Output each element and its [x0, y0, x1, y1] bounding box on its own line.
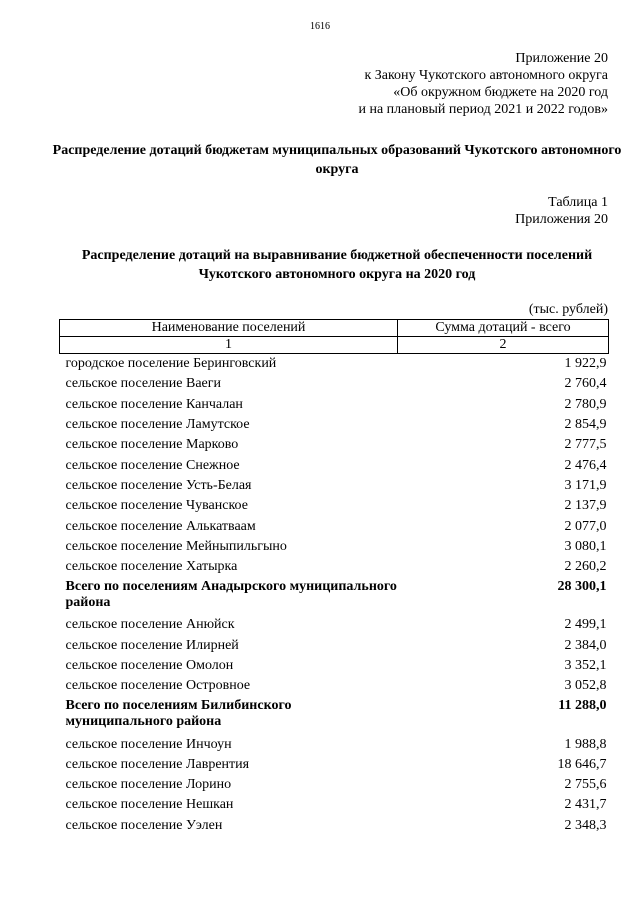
column-number-2: 2: [398, 337, 609, 354]
appendix-line: и на плановый период 2021 и 2022 годов»: [358, 102, 608, 117]
table-header-row: [60, 320, 609, 337]
settlement-name: сельское поселение Ламутское: [65, 417, 250, 433]
subsidy-amount: 2 780,9: [564, 396, 607, 412]
settlement-name: сельское поселение Лаврентия: [65, 756, 250, 772]
subsidy-amount: 3 080,1: [564, 538, 607, 554]
settlement-name: сельское поселение Нешкан: [65, 797, 234, 813]
settlement-name: сельское поселение Ваеги: [65, 376, 221, 392]
table-row: [60, 816, 609, 836]
settlement-name: сельское поселение Мейныпильгыно: [65, 538, 287, 554]
subsidy-table: [59, 319, 609, 836]
settlement-name: сельское поселение Канчалан: [65, 396, 243, 412]
column-header-sum: Сумма дотаций - всего: [398, 320, 609, 337]
settlement-name: сельское поселение Лорино: [65, 777, 232, 793]
settlement-name: сельское поселение Островное: [65, 678, 251, 694]
settlement-name: Всего по поселениям Билибинского муниципального района: [65, 698, 292, 730]
table-caption-line: Приложения 20: [515, 212, 608, 227]
page-number: 1616: [310, 21, 330, 32]
settlement-name: сельское поселение Усть-Белая: [65, 477, 252, 493]
appendix-line: к Закону Чукотского автономного округа: [364, 68, 608, 83]
subsidy-amount: 3 171,9: [564, 477, 607, 493]
table-row: [60, 615, 609, 635]
subsidy-amount: 2 499,1: [564, 617, 607, 633]
table-row: [60, 676, 609, 696]
settlement-name: сельское поселение Илирней: [65, 637, 239, 653]
appendix-line: Приложение 20: [515, 51, 608, 66]
column-header-name: Наименование поселений: [60, 320, 398, 337]
document-title: Распределение дотаций бюджетам муниципальных образований Чукотского автономного округа: [52, 143, 622, 177]
table-row: [60, 374, 609, 394]
table-total-row: [60, 577, 609, 615]
subsidy-amount: 1 922,9: [564, 356, 607, 372]
settlement-name: сельское поселение Уэлен: [65, 817, 223, 833]
table-title: Распределение дотаций на выравнивание бюджетной обеспеченности поселений Чукотского автономного округа на 2020 год: [81, 248, 593, 282]
subsidy-amount: 3 352,1: [564, 658, 607, 673]
subsidy-amount: 28 300,1: [557, 579, 607, 595]
table-row: [60, 636, 609, 656]
table-row: [60, 755, 609, 775]
subsidy-amount: 2 348,3: [564, 817, 607, 833]
subsidy-amount: 2 854,9: [564, 417, 607, 433]
table-row: [60, 435, 609, 455]
table-row: [60, 775, 609, 795]
table-caption-line: Таблица 1: [548, 195, 608, 210]
settlement-name: сельское поселение Снежное: [65, 457, 240, 473]
subsidy-amount: 2 260,2: [564, 559, 607, 575]
table-row: [60, 415, 609, 435]
settlement-name: сельское поселение Анюйск: [65, 617, 235, 633]
subsidy-amount: 2 476,4: [564, 457, 607, 473]
subsidy-amount: 18 646,7: [557, 756, 607, 772]
subsidy-amount: 2 077,0: [564, 518, 607, 534]
table-total-row: [60, 696, 609, 734]
settlement-name: сельское поселение Инчоун: [65, 736, 232, 752]
subsidy-amount: 2 137,9: [564, 498, 607, 514]
table-row: [60, 476, 609, 496]
subsidy-amount: 3 052,8: [564, 678, 607, 694]
settlement-name: сельское поселение Алькатваам: [65, 518, 256, 534]
table-caption: [515, 194, 608, 228]
subsidy-amount: 2 777,5: [564, 437, 607, 453]
subsidy-amount: 2 384,0: [564, 637, 607, 653]
settlement-name: Всего по поселениям Анадырского муниципального района: [65, 579, 397, 611]
subsidy-amount: 2 760,4: [564, 376, 607, 392]
table-row: [60, 795, 609, 815]
table-row: [60, 537, 609, 557]
settlement-name: сельское поселение Марково: [65, 437, 239, 453]
table-row: [60, 656, 609, 676]
table-row: [60, 516, 609, 536]
column-number-1: 1: [60, 337, 398, 354]
table-row: [60, 734, 609, 754]
settlement-name: городское поселение Беринговский: [65, 356, 277, 372]
settlement-name: сельское поселение Омолон: [65, 658, 234, 673]
table-row: [60, 455, 609, 475]
appendix-line: «Об окружном бюджете на 2020 год: [393, 85, 608, 100]
subsidy-amount: 2 431,7: [564, 797, 607, 813]
settlement-name: сельское поселение Хатырка: [65, 559, 238, 575]
appendix-reference: [358, 50, 608, 118]
table-body: [60, 354, 609, 836]
table-row: [60, 395, 609, 415]
table-row: [60, 557, 609, 577]
subsidy-amount: 2 755,6: [564, 777, 607, 793]
table-row: [60, 354, 609, 375]
units-label: (тыс. рублей): [528, 302, 608, 317]
table-header-number-row: [60, 337, 609, 354]
subsidy-amount: 11 288,0: [558, 698, 607, 714]
settlement-name: сельское поселение Чуванское: [65, 498, 248, 514]
subsidy-amount: 1 988,8: [564, 736, 607, 752]
table-row: [60, 496, 609, 516]
